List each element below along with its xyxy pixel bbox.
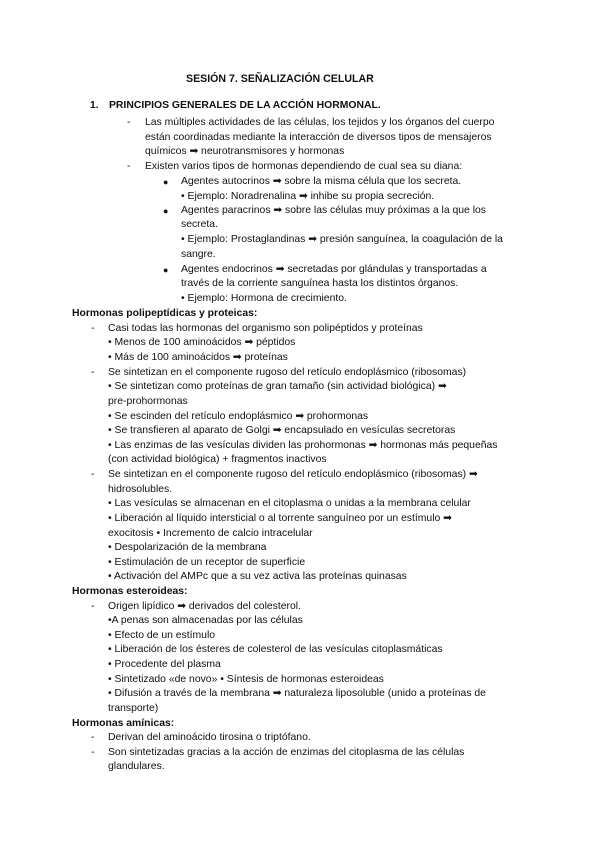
text-line: • Sintetizado «de novo» • Síntesis de hormonas esteroideas: [108, 674, 384, 685]
text-line: • Difusión a través de la membrana ➡ naturaleza liposoluble (unido a proteínas de: [108, 688, 486, 699]
text-line: • Menos de 100 aminoácidos ➡ péptidos: [108, 337, 296, 348]
text-line: hidrosolubles.: [108, 484, 173, 495]
section-heading: PRINCIPIOS GENERALES DE LA ACCIÓN HORMONAL.: [109, 100, 381, 111]
text-line: • Ejemplo: Hormona de crecimiento.: [181, 293, 347, 304]
text-line: Derivan del aminoácido tirosina o triptófano.: [108, 732, 311, 743]
text-line: químicos ➡ neurotransmisores y hormonas: [145, 146, 345, 157]
dash-bullet: -: [91, 367, 95, 378]
text-line: • Estimulación de un receptor de superficie: [108, 557, 306, 568]
text-line: través de la corriente sanguínea hasta los distintos órganos.: [181, 278, 459, 289]
dash-bullet: -: [127, 161, 131, 172]
text-line: Se sintetizan en el componente rugoso del retículo endoplásmico (ribosomas) ➡: [108, 469, 478, 480]
text-line: • Las enzimas de las vesículas dividen las prohormonas ➡ hormonas más pequeñas: [108, 440, 498, 451]
text-line: • Despolarización de la membrana: [108, 542, 267, 553]
text-line: glandulares.: [108, 761, 165, 772]
text-line: transporte): [108, 703, 159, 714]
page-title: SESIÓN 7. SEÑALIZACIÓN CELULAR: [186, 73, 374, 85]
section-number: 1.: [90, 100, 99, 111]
text-line: • Activación del AMPc que a su vez activa las proteínas quinasas: [108, 571, 407, 582]
text-line: • Liberación al líquido intersticial o al torrente sanguíneo por un estímulo ➡: [108, 513, 452, 524]
dash-bullet: -: [91, 469, 95, 480]
text-line: • Liberación de los ésteres de colesterol de las vesículas citoplasmáticas: [108, 644, 443, 655]
text-line: • Más de 100 aminoácidos ➡ proteínas: [108, 352, 288, 363]
section-heading-polipeptidicas: Hormonas polipeptídicas y proteicas:: [72, 308, 258, 319]
text-line: Se sintetizan en el componente rugoso del retículo endoplásmico (ribosomas): [108, 367, 467, 378]
section-heading-esteroideas: Hormonas esteroideas:: [72, 586, 188, 597]
dash-bullet: -: [91, 601, 95, 612]
dot-bullet: ●: [163, 265, 169, 275]
text-line: • Ejemplo: Noradrenalina ➡ inhibe su propia secreción.: [181, 191, 435, 202]
dash-bullet: -: [91, 732, 95, 743]
text-line: • Se sintetizan como proteínas de gran tamaño (sin actividad biológica) ➡: [108, 381, 447, 392]
dot-bullet: ●: [163, 177, 169, 187]
text-line: • Las vesículas se almacenan en el citoplasma o unidas a la membrana celular: [108, 498, 471, 509]
text-line: • Ejemplo: Prostaglandinas ➡ presión sanguínea, la coagulación de la: [181, 234, 503, 245]
dot-bullet: ●: [163, 206, 169, 216]
text-line: Agentes paracrinos ➡ sobre las células muy próximas a la que los: [181, 205, 486, 216]
text-line: pre-prohormonas: [108, 396, 188, 407]
text-line: secreta.: [181, 219, 218, 230]
text-line: • Se escinden del retículo endoplásmico ➡ prohormonas: [108, 411, 369, 422]
text-line: Son sintetizadas gracias a la acción de enzimas del citoplasma de las células: [108, 747, 465, 758]
text-line: • Se transfieren al aparato de Golgi ➡ encapsulado en vesículas secretoras: [108, 425, 456, 436]
text-line: exocitosis • Incremento de calcio intracelular: [108, 528, 313, 539]
text-line: Agentes endocrinos ➡ secretadas por glándulas y transportadas a: [181, 264, 487, 275]
text-line: •A penas son almacenadas por las células: [108, 615, 303, 626]
section-heading-aminicas: Hormonas amínicas:: [72, 718, 175, 729]
text-line: • Procedente del plasma: [108, 659, 221, 670]
text-line: Casi todas las hormonas del organismo son polipéptidos y proteínas: [108, 323, 423, 334]
text-line: están coordinadas mediante la interacción de diversos tipos de mensajeros: [145, 132, 492, 143]
text-line: sangre.: [181, 249, 216, 260]
dash-bullet: -: [91, 747, 95, 758]
dash-bullet: -: [91, 323, 95, 334]
text-line: (con actividad biológica) + fragmentos inactivos: [108, 454, 327, 465]
text-line: • Efecto de un estímulo: [108, 630, 216, 641]
text-line: Origen lipídico ➡ derivados del colesterol.: [108, 601, 301, 612]
text-line: Existen varios tipos de hormonas dependiendo de cual sea su diana:: [145, 161, 463, 172]
text-line: Agentes autocrinos ➡ sobre la misma célula que los secreta.: [181, 176, 462, 187]
dash-bullet: -: [127, 117, 131, 128]
text-line: Las múltiples actividades de las células, los tejidos y los órganos del cuerpo: [145, 117, 495, 128]
